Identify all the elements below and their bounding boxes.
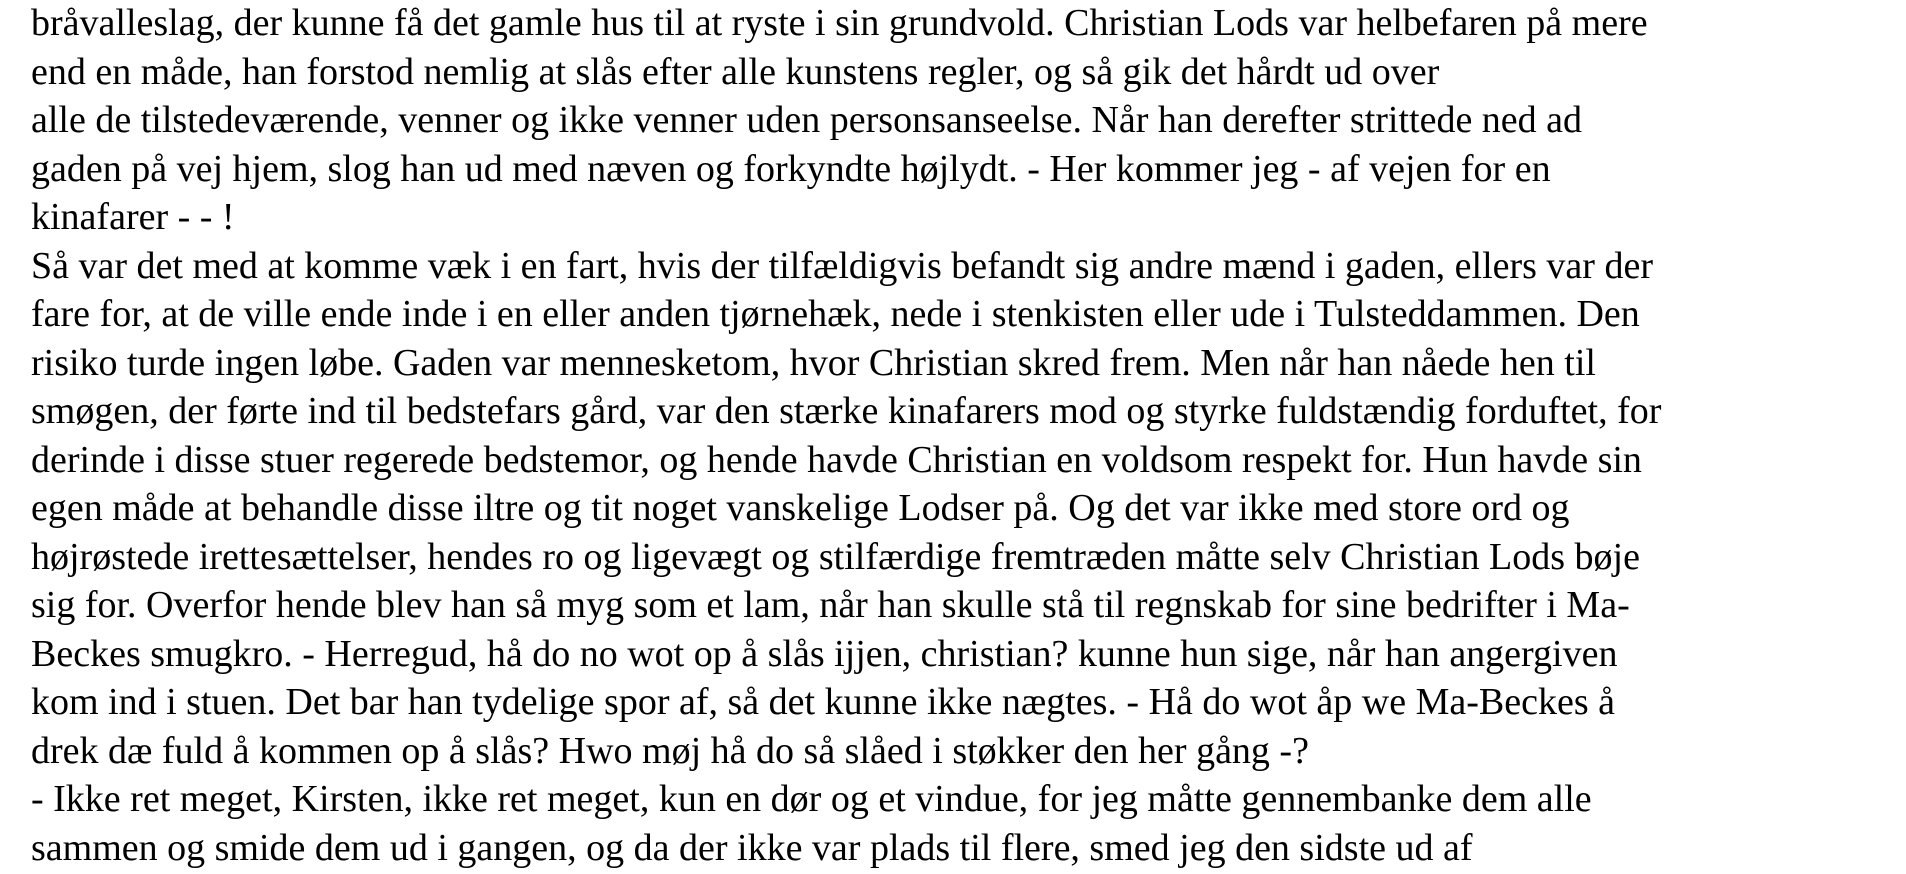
text-line: smøgen, der førte ind til bedstefars gård, var den stærke kinafarers mod og styrke fuldstændig forduftet, for bbox=[31, 390, 1662, 432]
text-line: fare for, at de ville ende inde i en eller anden tjørnehæk, nede i stenkisten eller ude i Tulsteddammen. Den bbox=[31, 293, 1640, 335]
text-line: Så var det med at komme væk i en fart, hvis der tilfældigvis befandt sig andre mænd i gaden, ellers var der bbox=[31, 244, 1653, 287]
text-line: alle de tilstedeværende, venner og ikke venner uden personsanseelse. Når han derefter strittede ned ad bbox=[31, 99, 1583, 141]
text-line: end en måde, han forstod nemlig at slås efter alle kunstens regler, og så gik det hårdt ud over bbox=[31, 50, 1440, 93]
text-line: derinde i disse stuer regerede bedstemor, og hende havde Christian en voldsom respekt for. Hun havde sin bbox=[31, 438, 1642, 481]
text-line: sig for. Overfor hende blev han så myg som et lam, når han skulle stå til regnskab for sine bedrifter i Ma- bbox=[31, 584, 1630, 626]
text-line: - Ikke ret meget, Kirsten, ikke ret meget, kun en dør og et vindue, for jeg måtte gennembanke dem alle bbox=[31, 778, 1592, 820]
text-line: bråvalleslag, der kunne få det gamle hus til at ryste i sin grundvold. Christian Lods var helbefaren på mere bbox=[31, 2, 1648, 44]
text-line: højrøstede irettesættelser, hendes ro og ligevægt og stilfærdige fremtræden måtte selv Christian Lods bøje bbox=[31, 535, 1640, 578]
text-line: sammen og smide dem ud i gangen, og da der ikke var plads til flere, smed jeg den sidste ud af bbox=[31, 826, 1473, 869]
text-line: kom ind i stuen. Det bar han tydelige spor af, så det kunne ikke nægtes. - Hå do wot åp we Ma-Beckes å bbox=[31, 681, 1615, 723]
document-text bbox=[31, 0, 1901, 872]
text-line: egen måde at behandle disse iltre og tit noget vanskelige Lodser på. Og det var ikke med store ord og bbox=[31, 487, 1570, 529]
text-line: drek dæ fuld å kommen op å slås? Hwo møj hå do så slåed i støkker den her gång -? bbox=[31, 729, 1309, 772]
text-line: gaden på vej hjem, slog han ud med næven og forkyndte højlydt. - Her kommer jeg - af vejen for en bbox=[31, 147, 1551, 190]
text-line: risiko turde ingen løbe. Gaden var mennesketom, hvor Christian skred frem. Men når han nåede hen til bbox=[31, 341, 1596, 384]
text-line: Beckes smugkro. - Herregud, hå do no wot op å slås ijjen, christian? kunne hun sige, når han angergiven bbox=[31, 632, 1618, 675]
text-line: kinafarer - - ! bbox=[31, 196, 235, 238]
